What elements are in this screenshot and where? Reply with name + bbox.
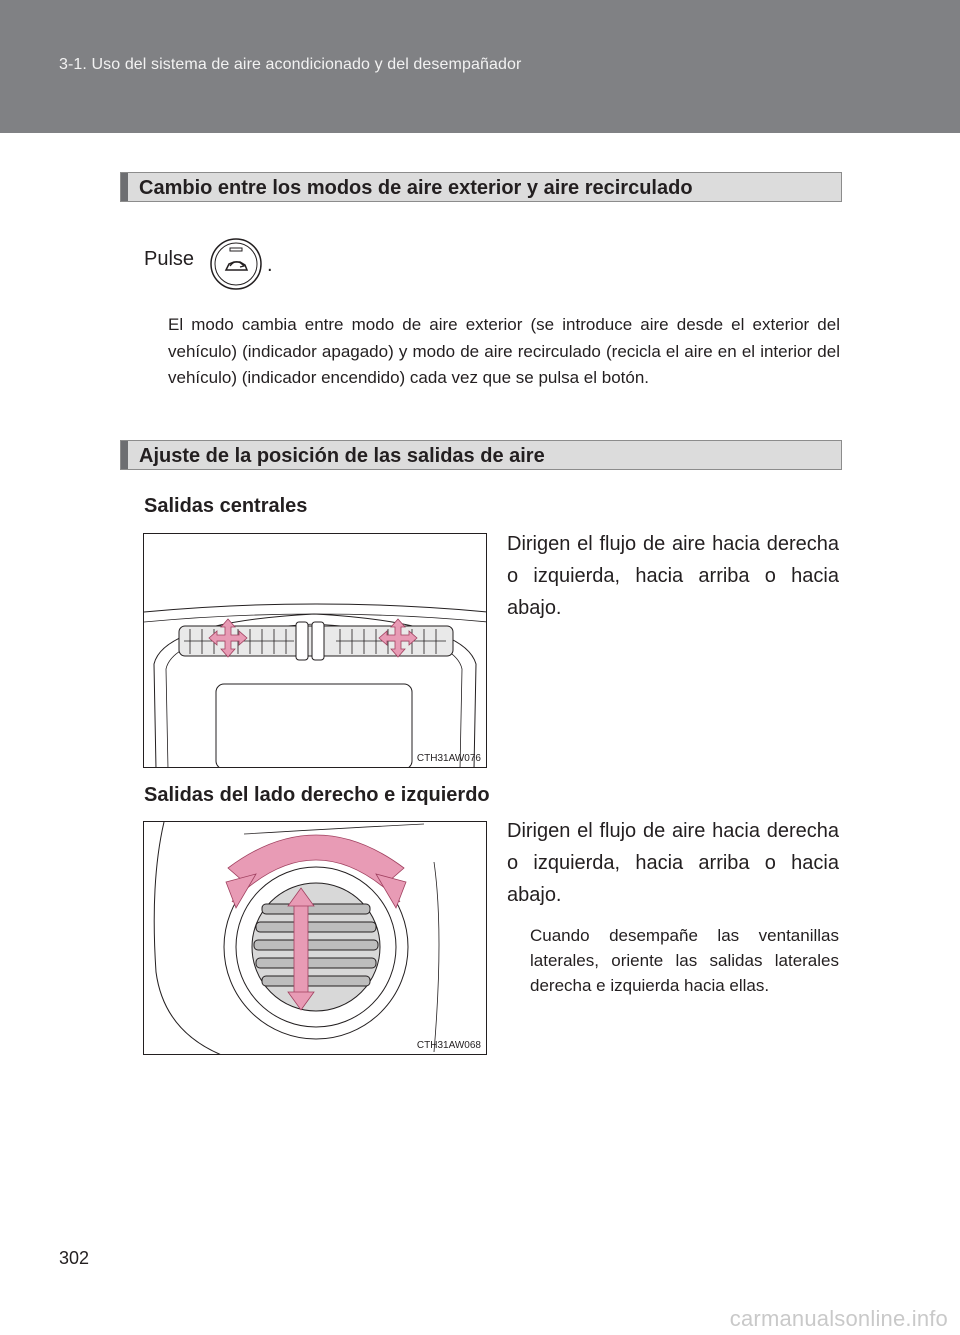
- side-vents-illustration: [143, 821, 487, 1055]
- subheading-center-vents: Salidas centrales: [144, 495, 308, 517]
- pulse-label: Pulse: [144, 248, 195, 270]
- section-heading-text: Cambio entre los modos de aire exterior y aire recirculado: [139, 177, 693, 199]
- recirculation-button-icon: [210, 238, 262, 290]
- center-vents-illustration: [143, 533, 487, 768]
- section-accent: [121, 441, 128, 469]
- chapter-title: 3-1. Uso del sistema de aire acondicionado y del desempañador: [59, 56, 522, 73]
- section-heading-text: Ajuste de la posición de las salidas de aire: [139, 445, 545, 467]
- side-vents-description: Dirigen el flujo de aire hacia derecha o izquierda, hacia arriba o hacia abajo.: [507, 820, 839, 906]
- figure-code: CTH31AW076: [416, 753, 481, 764]
- pulse-period: .: [267, 254, 273, 276]
- page-number: 302: [59, 1248, 90, 1268]
- subheading-side-vents: Salidas del lado derecho e izquierdo: [144, 784, 490, 806]
- section-heading-air-mode: [120, 172, 842, 202]
- section-accent: [121, 173, 128, 201]
- center-vents-description: Dirigen el flujo de aire hacia derecha o izquierda, hacia arriba o hacia abajo.: [507, 533, 839, 619]
- section-heading-vents: [120, 440, 842, 470]
- air-mode-paragraph: El modo cambia entre modo de aire exterior (se introduce aire desde el exterior del vehículo) (indicador apagado) y modo de aire recirculado (recicla el aire en el interior del vehículo) (indicador encendido) cada vez que se pulsa el botón.: [168, 315, 840, 387]
- watermark: carmanualsonline.info: [729, 1306, 948, 1331]
- side-vents-note: Cuando desempañe las ventanillas laterales, oriente las salidas laterales derecha e izquierda hacia ellas.: [530, 926, 839, 995]
- figure-code: CTH31AW068: [416, 1040, 481, 1051]
